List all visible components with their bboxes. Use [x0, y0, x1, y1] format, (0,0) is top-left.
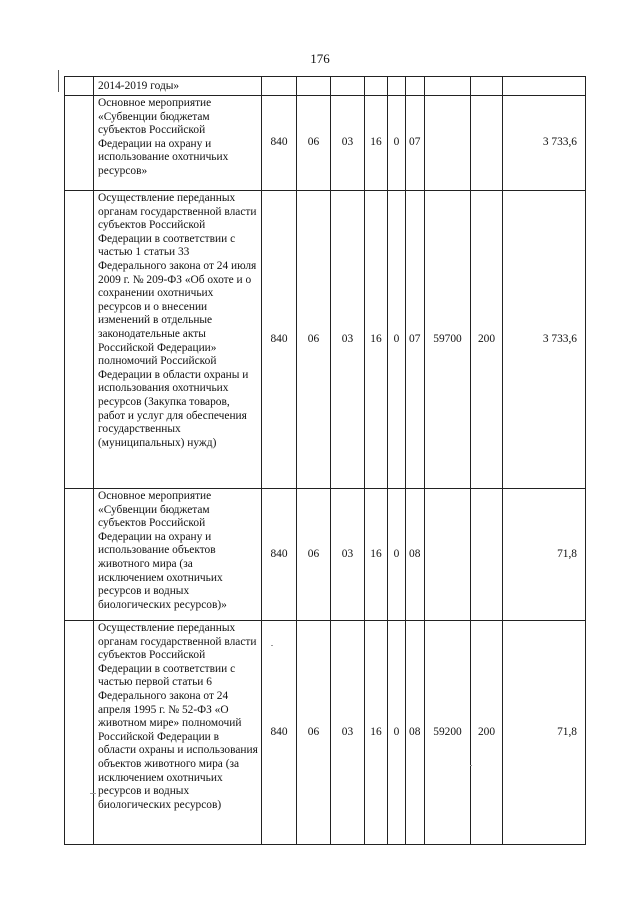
code-cell: 16: [365, 489, 388, 621]
table-row: [65, 621, 586, 845]
amount-cell: 71,8: [503, 489, 586, 621]
code-cell: 16: [365, 191, 388, 489]
code-cell: 59700: [425, 191, 471, 489]
code-cell: 03: [331, 191, 365, 489]
amount-cell: 3 733,6: [503, 191, 586, 489]
budget-table: [64, 76, 586, 845]
code-cell: [471, 489, 503, 621]
code-cell: [471, 77, 503, 96]
blank-cell: [65, 77, 94, 96]
code-cell: 06: [297, 96, 331, 191]
code-cell: [425, 77, 471, 96]
row-description: Основное мероприятие «Субвенции бюджетам субъектов Российской Федерации на охрану и использование охотничьих ресурсов»: [94, 96, 262, 191]
row-description: Основное мероприятие «Субвенции бюджетам субъектов Российской Федерации на охрану и использование объектов животного мира (за исключением охотничьих ресурсов и водных биологических ресурсов)»: [94, 489, 262, 621]
table-row: [65, 96, 586, 191]
code-cell: 07: [406, 96, 425, 191]
blank-cell: [65, 191, 94, 489]
code-cell: [365, 77, 388, 96]
code-cell: [406, 77, 425, 96]
code-cell: 16: [365, 96, 388, 191]
code-cell: 840: [262, 191, 297, 489]
code-cell: 0: [388, 96, 406, 191]
code-cell: 840: [262, 489, 297, 621]
code-cell: [331, 77, 365, 96]
code-cell: [471, 96, 503, 191]
code-cell: 08: [406, 621, 425, 845]
row-description: Осуществление переданных органам государственной власти субъектов Российской Федерации в соответствии с частью первой статьи 6 Федерального закона от 24 апреля 1995 г. № 52-ФЗ «О животном мире» полномочий Российской Федерации в области охраны и использования объектов животного мира (за исключением охотничьих ресурсов и водных биологических ресурсов): [94, 621, 262, 845]
blank-cell: [65, 621, 94, 845]
code-cell: [297, 77, 331, 96]
code-cell: 200: [471, 191, 503, 489]
amount-cell: 71,8: [503, 621, 586, 845]
code-cell: 03: [331, 96, 365, 191]
code-cell: 08: [406, 489, 425, 621]
code-cell: 0: [388, 621, 406, 845]
code-cell: 0: [388, 191, 406, 489]
blank-cell: [65, 96, 94, 191]
code-cell: 07: [406, 191, 425, 489]
row-description: Осуществление переданных органам государственной власти субъектов Российской Федерации в соответствии с частью 1 статьи 33 Федерального закона от 24 июля 2009 г. № 209-ФЗ «Об охоте и о сохранении охотничьих ресурсов и о внесении изменений в отдельные законодательные акты Российской Федерации» полномочий Российской Федерации в области охраны и использования охотничьих ресурсов (Закупка товаров, работ и услуг для обеспечения государственных (муниципальных) нужд): [94, 191, 262, 489]
scan-speck: [90, 793, 96, 794]
scan-speck: [470, 765, 472, 766]
table-row: [65, 191, 586, 489]
blank-cell: [65, 489, 94, 621]
code-cell: 06: [297, 191, 331, 489]
code-cell: 06: [297, 489, 331, 621]
code-cell: 840: [262, 621, 297, 845]
code-cell: 16: [365, 621, 388, 845]
code-cell: 0: [388, 489, 406, 621]
amount-cell: [503, 77, 586, 96]
amount-cell: 3 733,6: [503, 96, 586, 191]
page-number: 176: [310, 51, 330, 66]
row-description: 2014-2019 годы»: [94, 77, 262, 96]
code-cell: 840: [262, 96, 297, 191]
code-cell: 59200: [425, 621, 471, 845]
scan-speck: [271, 645, 273, 646]
code-cell: 03: [331, 621, 365, 845]
code-cell: 03: [331, 489, 365, 621]
code-cell: [262, 77, 297, 96]
code-cell: 200: [471, 621, 503, 845]
code-cell: [388, 77, 406, 96]
table-row: [65, 489, 586, 621]
code-cell: [425, 489, 471, 621]
code-cell: [425, 96, 471, 191]
code-cell: 06: [297, 621, 331, 845]
table-row: [65, 77, 586, 96]
scan-edge-mark: [58, 70, 59, 92]
